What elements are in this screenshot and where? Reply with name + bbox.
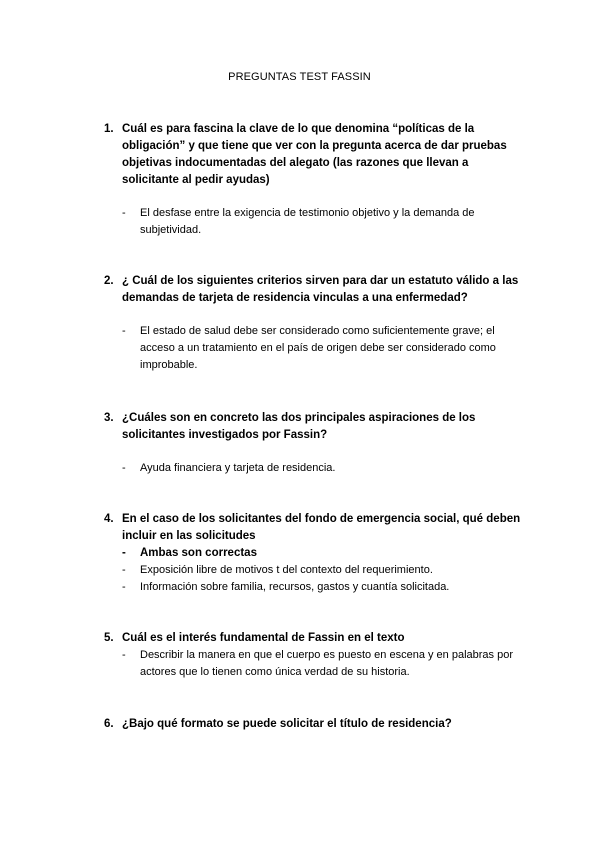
question-text: Cuál es el interés fundamental de Fassin en el texto xyxy=(122,632,405,644)
question-number: 3. xyxy=(104,412,114,424)
question-text: ¿Cuáles son en concreto las dos principales aspiraciones de los solicitantes investigados por Fassin? xyxy=(122,412,476,441)
answer-list xyxy=(122,647,524,681)
question-text: ¿ Cuál de los siguientes criterios sirven para dar un estatuto válido a las demandas de tarjeta de residencia vinculas a una enfermedad? xyxy=(122,275,519,304)
answer-list xyxy=(122,205,524,239)
question-number: 1. xyxy=(104,123,114,135)
page-title: PREGUNTAS TEST FASSIN xyxy=(228,71,371,83)
dash-bullet: - xyxy=(122,207,126,219)
answer-item xyxy=(122,323,524,374)
answer-item xyxy=(122,647,524,681)
dash-bullet: - xyxy=(122,564,126,576)
answer-text: El estado de salud debe ser considerado como suficientemente grave; el acceso a un tratamiento en el país de origen debe ser considerado como improbable. xyxy=(140,325,496,371)
question-1 xyxy=(104,121,524,251)
question-text: Cuál es para fascina la clave de lo que denomina “políticas de la obligación” y que tiene que ver con la pregunta acerca de dar pruebas objetivas indocumentadas del alegato (las razones que llevan a solicitante al pedir ayudas) xyxy=(122,123,507,186)
question-5 xyxy=(104,630,524,693)
answer-item xyxy=(122,460,524,477)
answer-item xyxy=(122,562,524,579)
question-text: En el caso de los solicitantes del fondo de emergencia social, qué deben incluir en las solicitudes xyxy=(122,513,521,542)
answer-item xyxy=(122,579,524,596)
answer-item-correct xyxy=(122,545,524,562)
question-number: 5. xyxy=(104,632,114,644)
answer-text: Ayuda financiera y tarjeta de residencia. xyxy=(140,462,336,474)
question-6 xyxy=(104,716,524,733)
dash-bullet: - xyxy=(122,462,126,474)
dash-bullet: - xyxy=(122,649,126,661)
question-4 xyxy=(104,511,524,608)
dash-bullet: - xyxy=(122,581,126,593)
dash-bullet: - xyxy=(122,547,126,559)
answer-text: Describir la manera en que el cuerpo es puesto en escena y en palabras por actores que lo tienen como única verdad de su historia. xyxy=(140,649,514,678)
question-3 xyxy=(104,410,524,489)
answer-text: Ambas son correctas xyxy=(140,547,257,559)
answer-text: Información sobre familia, recursos, gastos y cuantía solicitada. xyxy=(140,581,450,593)
answer-text: Exposición libre de motivos t del contexto del requerimiento. xyxy=(140,564,433,576)
answer-item xyxy=(122,205,524,239)
answer-list xyxy=(122,323,524,374)
question-number: 6. xyxy=(104,718,114,730)
dash-bullet: - xyxy=(122,325,126,337)
question-text: ¿Bajo qué formato se puede solicitar el título de residencia? xyxy=(122,718,452,730)
question-number: 2. xyxy=(104,275,114,287)
question-number: 4. xyxy=(104,513,114,525)
answer-list xyxy=(122,460,524,477)
answer-text: El desfase entre la exigencia de testimonio objetivo y la demanda de subjetividad. xyxy=(140,207,475,236)
answer-list xyxy=(122,545,524,596)
question-2 xyxy=(104,273,524,386)
